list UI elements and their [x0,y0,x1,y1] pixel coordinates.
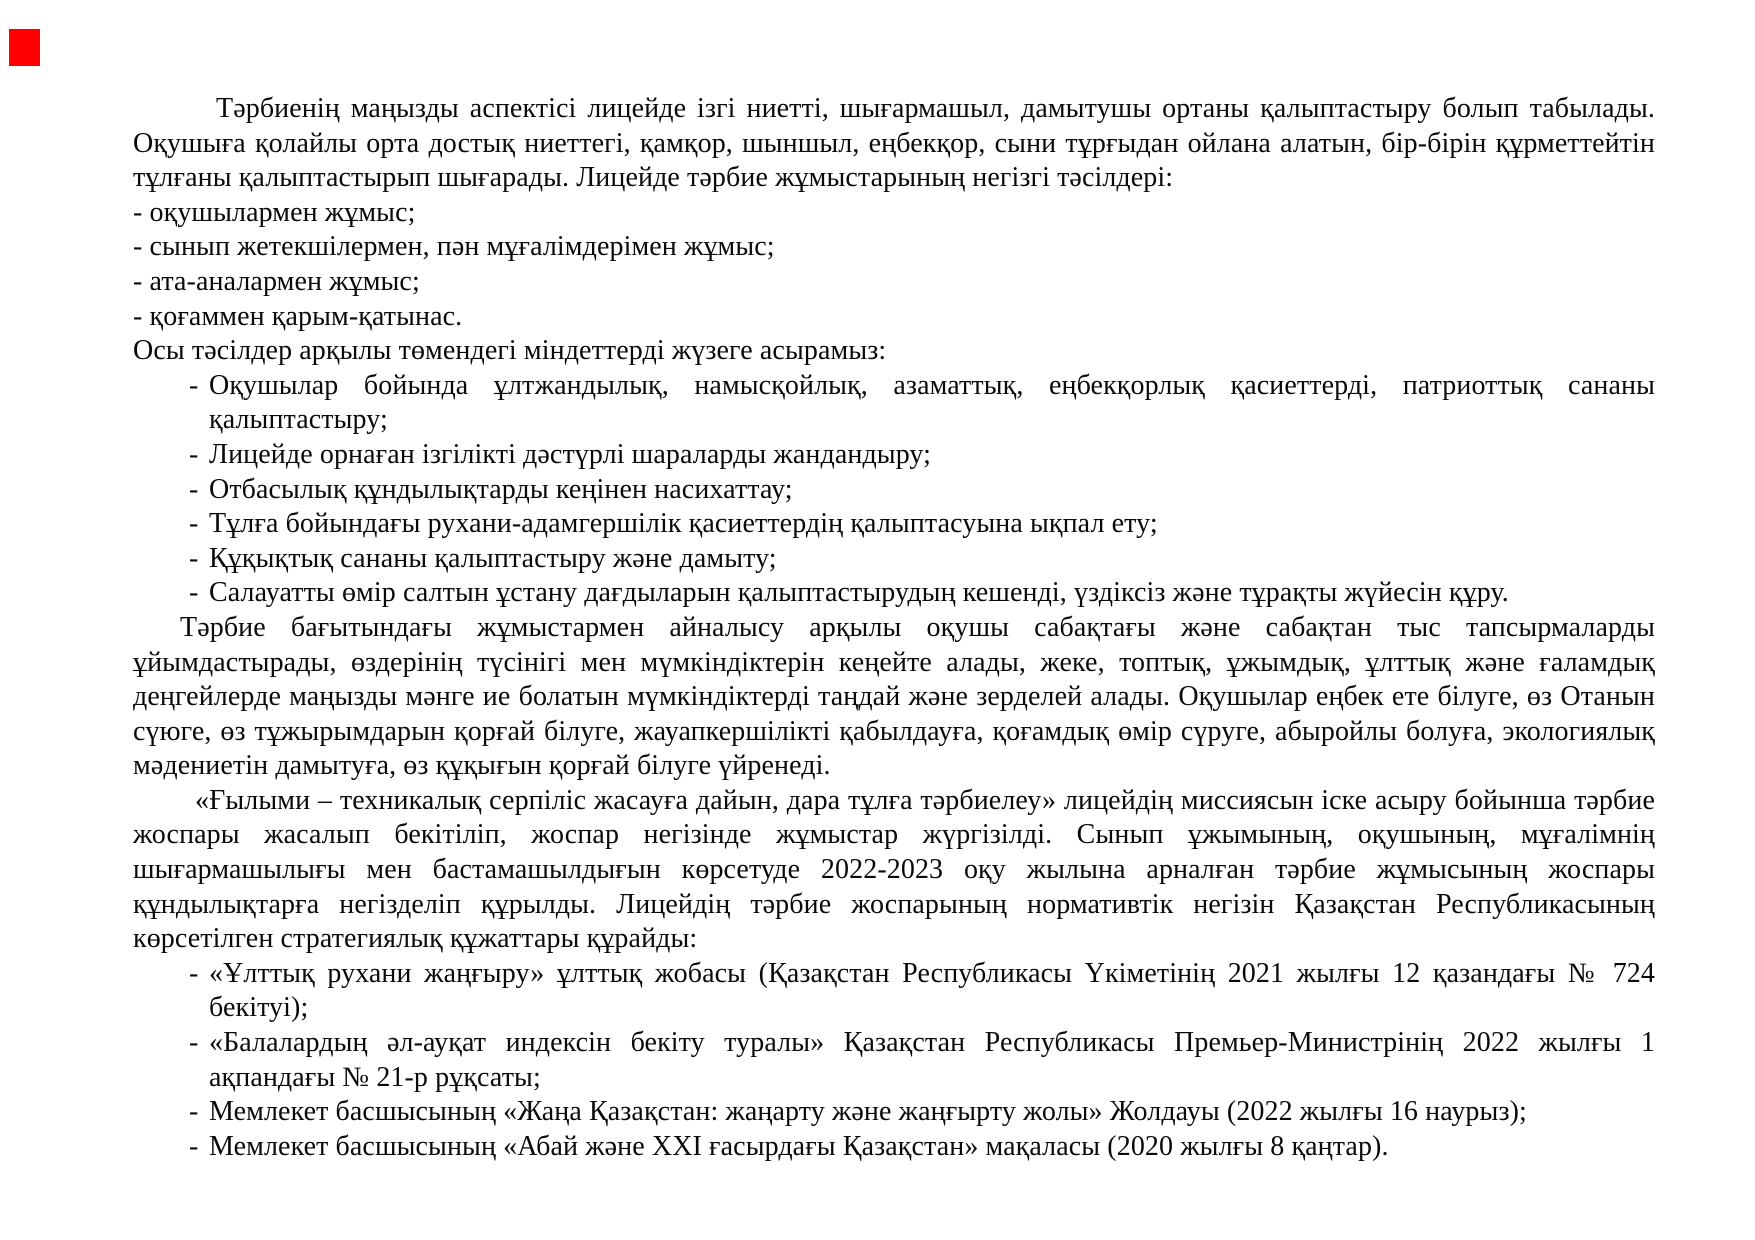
dash-bullet: - [189,473,199,505]
dash-bullet: - [189,369,199,401]
method-item: - оқушылармен жұмыс; [133,196,416,228]
red-marker [9,29,40,66]
paragraph-intro: Тәрбиенің маңызды аспектісі лицейде ізгі ниетті, шығармашыл, дамытушы ортаны қалыптастыру болып табылады. Оқушыға қолайлы орта достық ниеттегі, қамқор, шыншыл, еңбекқор, сыни тұрғыдан ойлана алатын, бір-бірін құрметтейтін тұлғаны қалыптастырып шығарады. Лицейде тәрбие жұмыстарының негізгі тәсілдері: [133,93,1655,194]
document-item [133,957,1655,1026]
dash-bullet: - [189,957,199,989]
document-item [133,1095,1655,1130]
document-item-text: «Балалардың әл-ауқат индексін бекіту туралы» Қазақстан Республикасы Премьер-Министрінің 2022 жылғы 1 ақпандағы № 21-р рұқсаты; [209,1027,1655,1093]
document-item [133,1130,1655,1165]
paragraph-mission: «Ғылыми – техникалық серпіліс жасауға дайын, дара тұлға тәрбиелеу» лицейдің миссиясын іске асыру бойынша тәрбие жоспары жасалып бекітіліп, жоспар негізінде жұмыстар жүргізілді. Сынып ұжымының, оқушының, мұғалімнің шығармашылығы мен бастамашылдығын көрсетуде 2022-2023 оқу жылына арналған тәрбие жұмысының жоспары құндылықтарға негізделіп құрылды. Лицейдің тәрбие жоспарының нормативтік негізін Қазақстан Республикасының көрсетілген стратегиялық құжаттары құрайды: [133,784,1655,955]
document-item [133,1026,1655,1095]
task-item [133,507,1655,542]
task-item-text: Оқушылар бойында ұлтжандылық, намысқойлық, азаматтық, еңбекқорлық қасиеттерді, патриоттық сананы қалыптастыру; [209,369,1655,436]
method-item: - ата-аналармен жұмыс; [133,265,420,297]
tasks-intro: Осы тәсілдер арқылы төмендегі міндеттерді жүзеге асырамыз: [133,335,887,367]
task-item [133,542,1655,577]
document-item-text: «Ұлттық рухани жаңғыру» ұлттық жобасы (Қазақстан Республикасы Үкіметінің 2021 жылғы 12 қазандағы № 724 бекітуі); [209,957,1655,1024]
dash-bullet: - [189,1096,199,1128]
task-item-text: Тұлға бойындағы рухани-адамгершілік қасиеттердің қалыптасуына ықпал ету; [209,508,1158,540]
dash-bullet: - [189,508,199,540]
dash-bullet: - [189,542,199,574]
task-item-text: Салауатты өмір салтын ұстану дағдыларын қалыптастырудың кешенді, үздіксіз және тұрақты жүйесін құру. [209,577,1509,609]
task-item [133,576,1655,611]
dash-bullet: - [189,1130,199,1162]
dash-bullet: - [189,438,199,470]
document-content [133,92,1655,1164]
task-item-text: Құқықтық сананы қалыптастыру және дамыту; [209,542,777,574]
document-item-text: Мемлекет басшысының «Жаңа Қазақстан: жаңарту және жаңғырту жолы» Жолдауы (2022 жылғы 16 наурыз); [209,1096,1527,1128]
task-item-text: Лицейде орнаған ізгілікті дәстүрлі шараларды жандандыру; [209,438,932,470]
task-item [133,369,1655,438]
method-item: - сынып жетекшілермен, пән мұғалімдерімен жұмыс; [133,231,775,263]
dash-bullet: - [189,577,199,609]
task-item [133,438,1655,473]
method-item: - қоғаммен қарым-қатынас. [133,300,463,332]
dash-bullet: - [189,1027,199,1059]
paragraph-activity: Тәрбие бағытындағы жұмыстармен айналысу арқылы оқушы сабақтағы және сабақтан тыс тапсырмаларды ұйымдастырады, өздерінің түсінігі мен мүмкіндіктерін кеңейте алады, жеке, топтық, ұжымдық, ұлттық және ғаламдық деңгейлерде маңызды мәнге ие болатын мүмкіндіктерді таңдай және зерделей алады. Оқушылар еңбек ете білуге, өз Отанын сүюге, өз тұжырымдарын қорғай білуге, жауапкершілікті қабылдауға, қоғамдық өмір сүруге, абыройлы болуға, экологиялық мәдениетін дамытуға, өз құқығын қорғай білуге үйренеді. [133,611,1655,782]
document-item-text: Мемлекет басшысының «Абай және ХХІ ғасырдағы Қазақстан» мақаласы (2020 жылғы 8 қаңтар). [209,1130,1389,1162]
task-item-text: Отбасылық құндылықтарды кеңінен насихаттау; [209,473,793,505]
task-item [133,473,1655,508]
